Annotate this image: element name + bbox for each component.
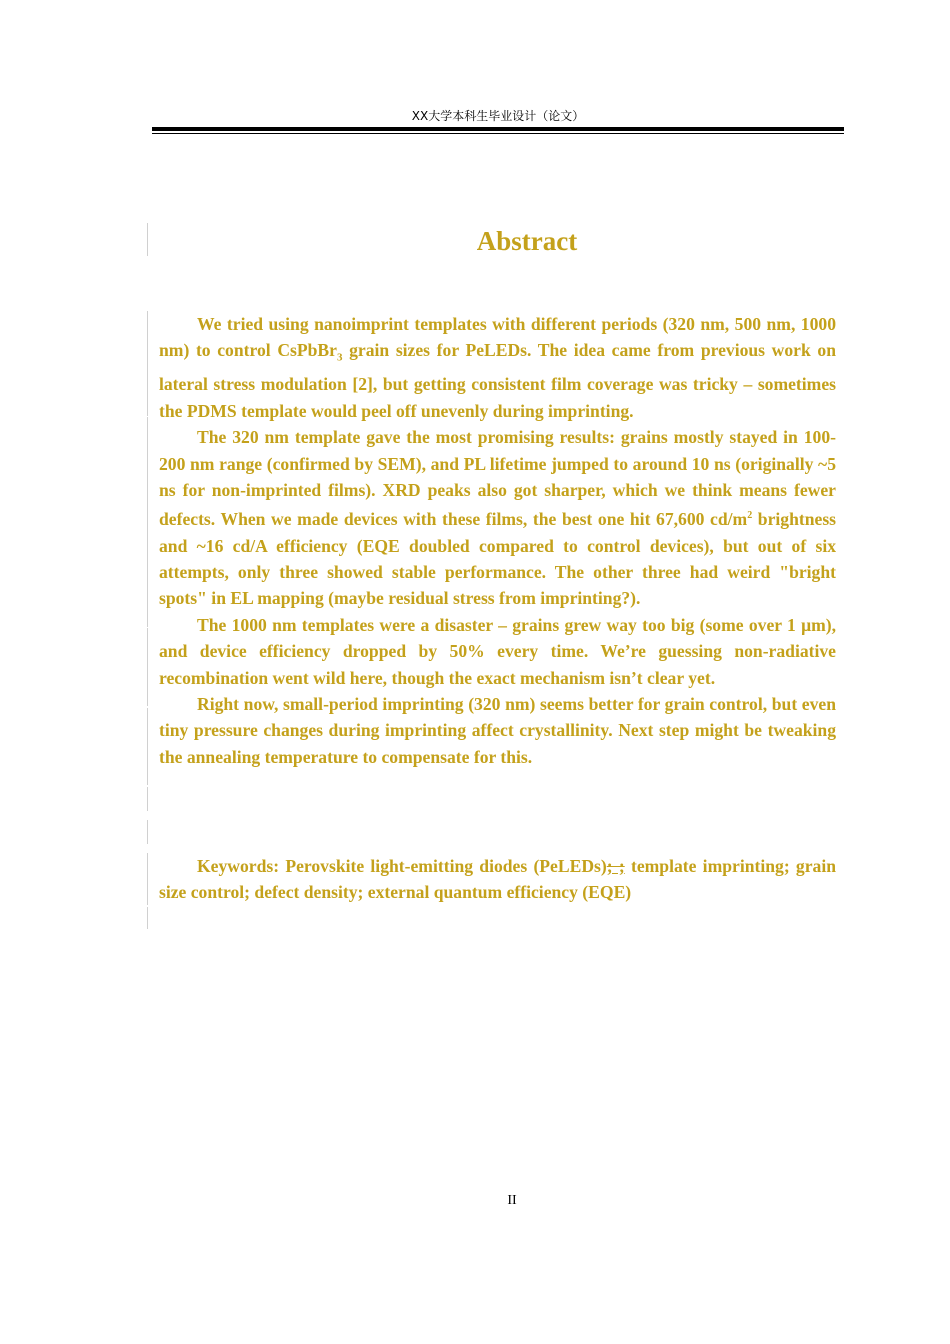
paragraph-margin-marker <box>147 311 148 416</box>
paragraph-margin-marker <box>147 907 148 929</box>
page-header: XX大学本科生毕业设计（论文） <box>411 109 585 123</box>
paragraph-margin-marker <box>147 708 148 785</box>
abstract-paragraph-4: Right now, small-period imprinting (320 nm) seems better for grain control, but even tiny pressure changes during imprinting affect crystallinity. Next step might be tweaking the annealing temperature to compensate for this. <box>159 694 836 767</box>
tracked-change-mark: ; ; <box>606 856 625 876</box>
subscript: 3 <box>336 351 343 364</box>
page-number: II <box>507 1193 517 1208</box>
paragraph-margin-marker <box>147 853 148 905</box>
paragraph-margin-marker <box>147 417 148 627</box>
abstract-paragraph-2: The 320 nm template gave the most promising results: grains mostly stayed in 100-200 nm range (confirmed by SEM), and PL lifetime jumped to around 10 ns (originally ~5 ns for non-imprinted films). XRD peaks also got sharper, which we think means fewer defects. When we made devices with these films, the best one hit 67,600 $cd/m^2$ brightness and ~16 cd/A efficiency (EQE doubled compared to control devices), but out of six attempts, only three showed stable performance. The other three had weird "bright spots" in EL mapping (maybe residual stress from imprinting?). <box>159 427 837 609</box>
keywords-paragraph: Keywords: Perovskite light-emitting diodes (PeLEDs); ; template imprinting; grain size control; defect density; external quantum efficiency (EQE) <box>159 856 836 903</box>
paragraph-margin-marker <box>147 223 148 256</box>
header-rule-thick <box>152 127 844 131</box>
paragraph-margin-marker <box>147 820 148 844</box>
abstract-title: Abstract <box>476 226 578 256</box>
abstract-paragraph-1: We tried using nanoimprint templates with different periods (320 nm, 500 nm, 1000 nm) to control CsPbBr$_3$ grain sizes for PeLEDs. The idea came from previous work on lateral stress modulation [2], but getting consistent film coverage was tricky – sometimes the PDMS template would peel off unevenly during imprinting. <box>159 314 836 421</box>
paragraph-margin-marker <box>147 628 148 706</box>
abstract-body <box>159 311 836 770</box>
keywords-block <box>159 853 836 906</box>
abstract-paragraph-3: The 1000 nm templates were a disaster – grains grew way too big (some over 1 μm), and device efficiency dropped by 50% every time. We’re guessing non-radiative recombination went wild here, though the exact mechanism isn’t clear yet. <box>159 614 836 688</box>
superscript: 2 <box>747 510 753 522</box>
header-rule-thin <box>152 133 844 134</box>
paragraph-margin-marker <box>147 787 148 811</box>
